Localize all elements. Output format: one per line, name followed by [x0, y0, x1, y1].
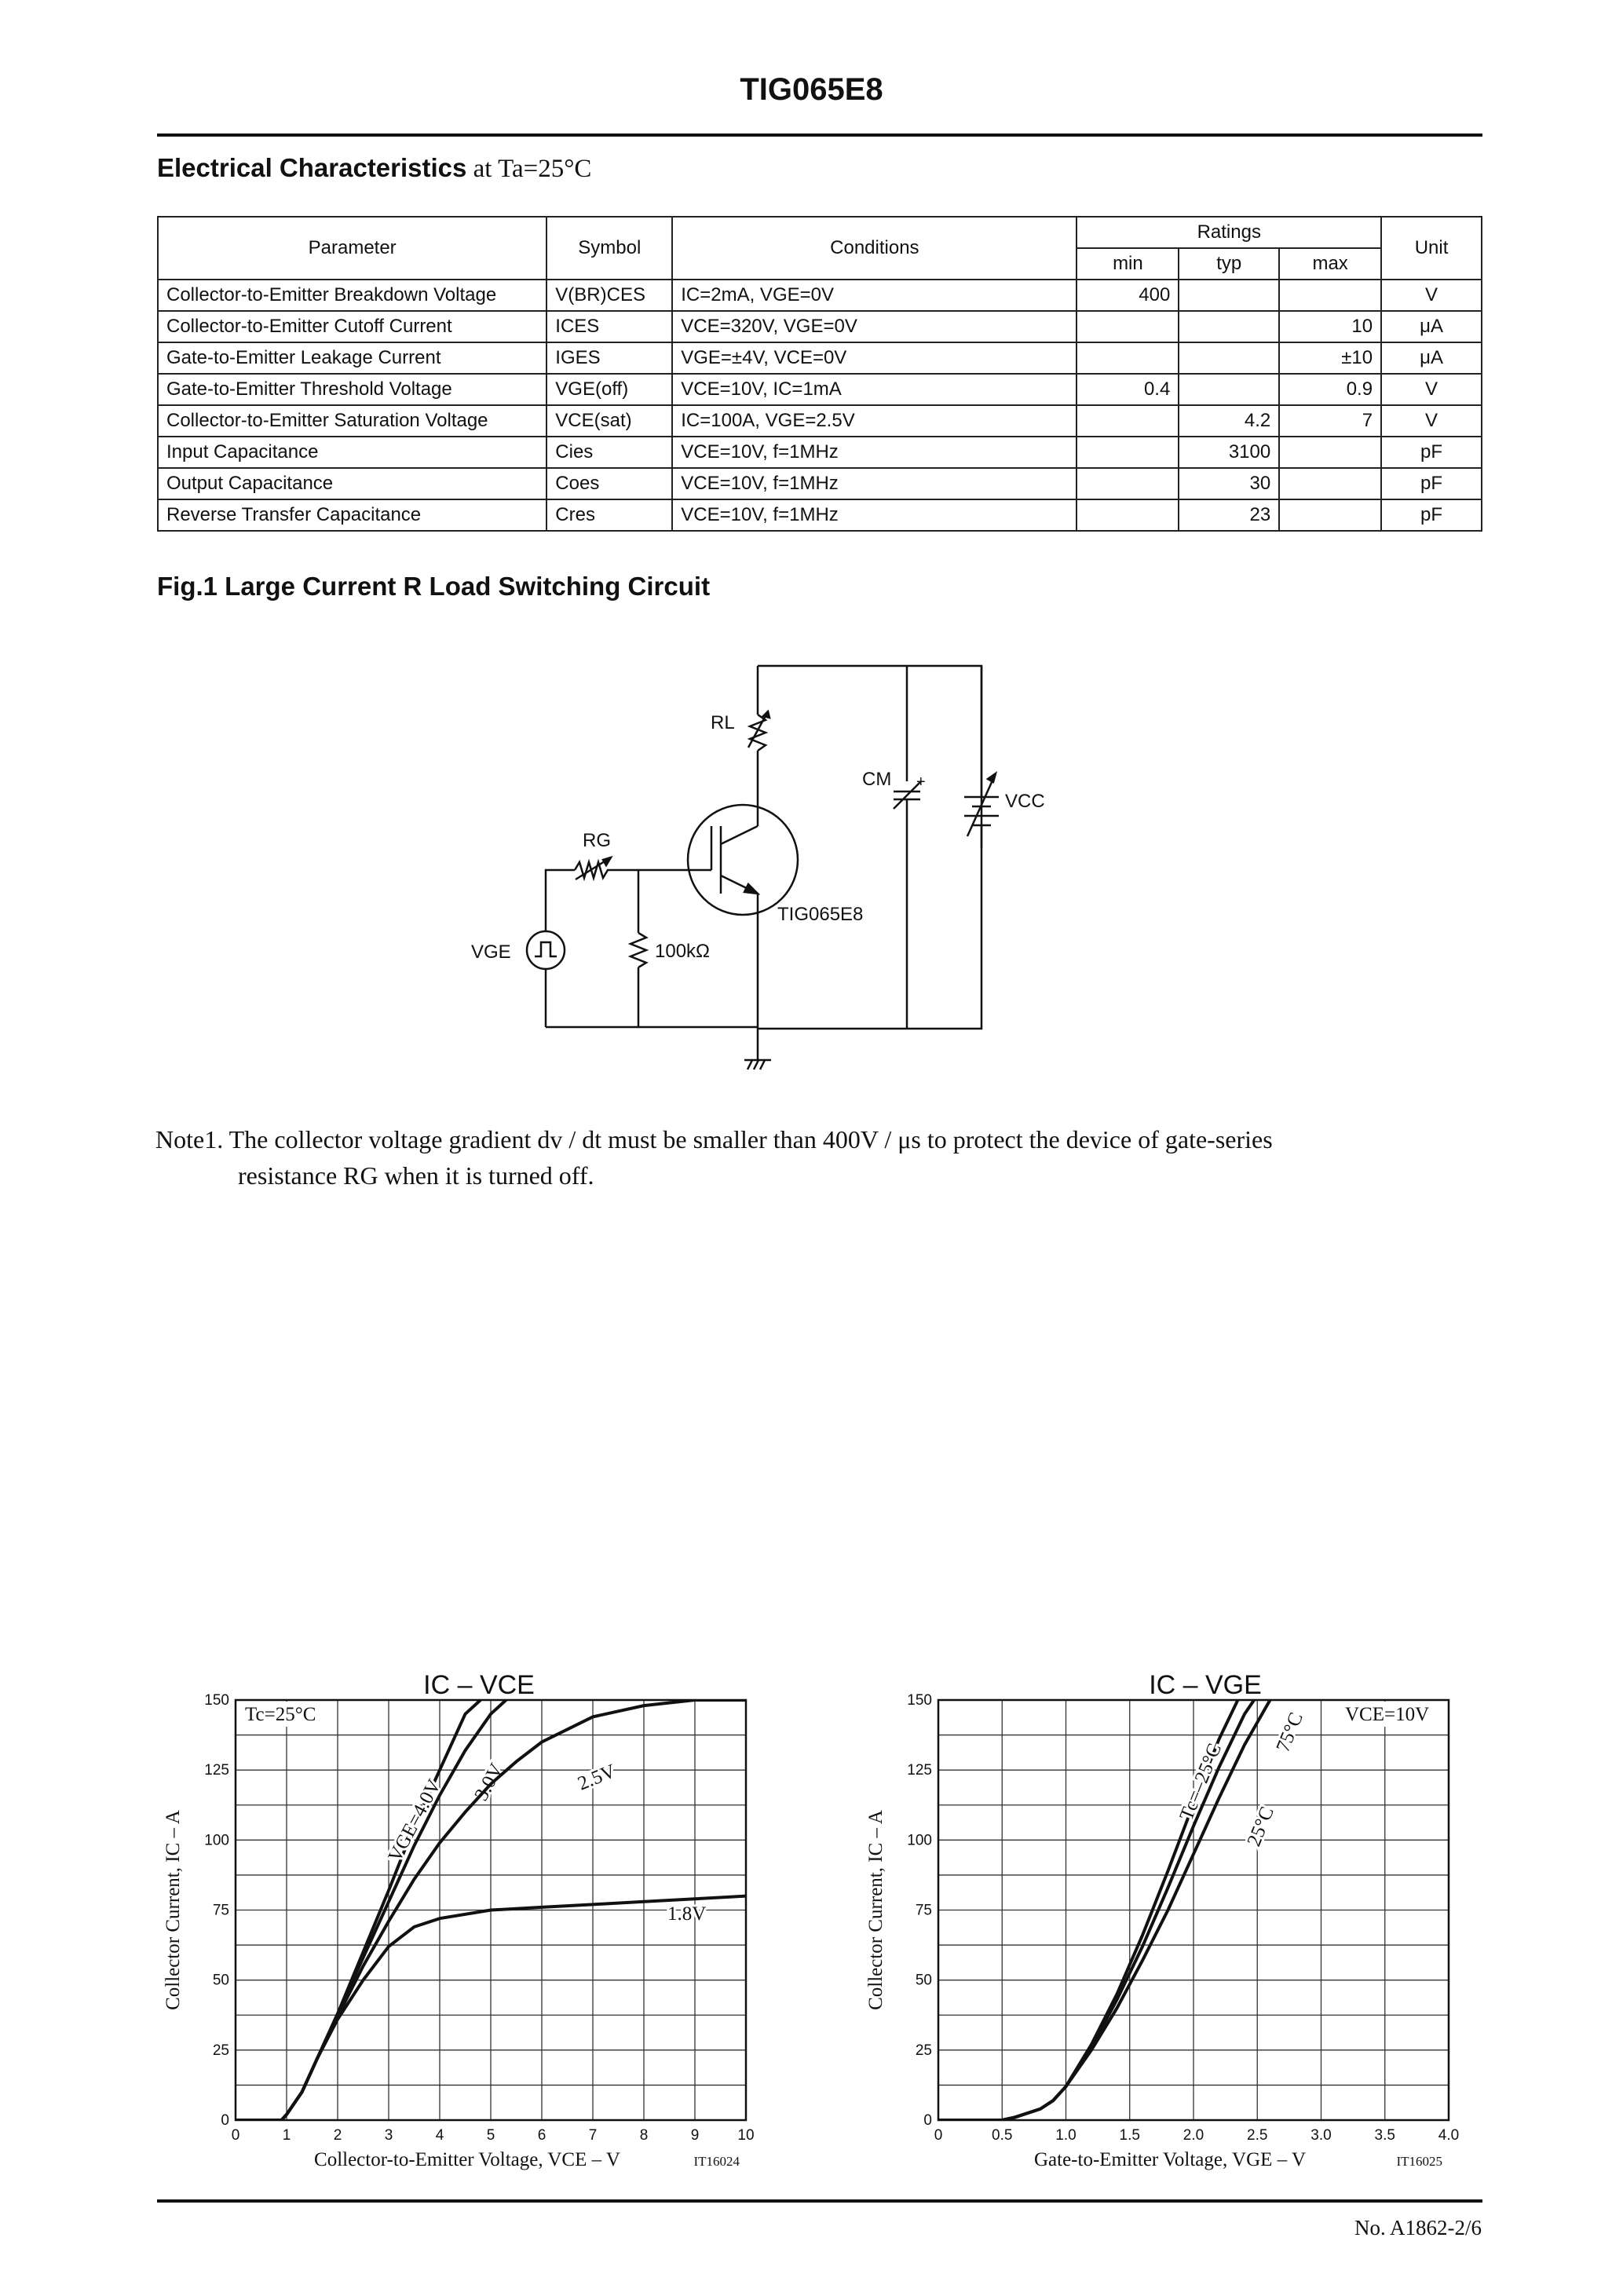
page-number: No. A1862-2/6 — [1354, 2216, 1482, 2239]
y-tick-label: 125 — [907, 1762, 932, 1779]
y-tick-label: 50 — [212, 1972, 229, 1989]
cell-conditions: VCE=10V, f=1MHz — [672, 437, 1077, 468]
x-tick-label: 7 — [588, 2127, 598, 2144]
y-tick-label: 75 — [212, 1902, 229, 1919]
cell-typ: 30 — [1179, 468, 1279, 499]
cell-min — [1077, 499, 1179, 531]
header-parameter: Parameter — [158, 217, 546, 280]
header-symbol: Symbol — [546, 217, 672, 280]
section-heading — [157, 153, 591, 184]
cell-conditions: VGE=±4V, VCE=0V — [672, 342, 1077, 374]
cell-unit: μA — [1381, 311, 1482, 342]
figure-code: IT16024 — [693, 2154, 740, 2169]
label-rl: RL — [711, 712, 735, 733]
cell-parameter: Input Capacitance — [158, 437, 546, 468]
y-axis-label: Collector Current, IC – A — [163, 1810, 184, 2010]
vcc-arrow-head — [988, 773, 996, 782]
cell-max: 0.9 — [1279, 374, 1381, 405]
x-tick-label: 1.0 — [1055, 2127, 1077, 2144]
series-label-3: 75°C — [1272, 1709, 1307, 1756]
x-tick-label: 9 — [690, 2127, 700, 2144]
label-cm-plus: + — [916, 773, 926, 791]
cell-symbol: IGES — [546, 342, 672, 374]
chart-annotation: VCE=10V — [1345, 1704, 1430, 1725]
x-tick-label: 2.0 — [1183, 2127, 1204, 2144]
x-tick-label: 0.5 — [992, 2127, 1013, 2144]
x-axis-label: Gate-to-Emitter Voltage, VGE – V — [1033, 2149, 1307, 2170]
cell-parameter: Reverse Transfer Capacitance — [158, 499, 546, 531]
cell-conditions: IC=2mA, VGE=0V — [672, 280, 1077, 311]
cell-typ: 4.2 — [1179, 405, 1279, 437]
x-tick-label: 3.0 — [1310, 2127, 1332, 2144]
cell-min — [1077, 437, 1179, 468]
header-conditions: Conditions — [672, 217, 1077, 280]
cell-parameter: Gate-to-Emitter Threshold Voltage — [158, 374, 546, 405]
series-label-3: 2.5V — [575, 1760, 619, 1795]
note-line-1: Note1. The collector voltage gradient dv / dt must be smaller than 400V / μs to protect the device of gate-series — [155, 1125, 1273, 1153]
table-row — [158, 311, 1482, 342]
cell-min — [1077, 468, 1179, 499]
cell-max — [1279, 468, 1381, 499]
cell-conditions: VCE=10V, IC=1mA — [672, 374, 1077, 405]
cell-min — [1077, 342, 1179, 374]
cell-symbol: V(BR)CES — [546, 280, 672, 311]
rl-arrow-head — [763, 711, 769, 718]
chart-ic-vge — [852, 1661, 1480, 2179]
series-label-2: 3.0V — [470, 1760, 508, 1804]
cell-parameter: Collector-to-Emitter Saturation Voltage — [158, 405, 546, 437]
header-rule — [157, 133, 1482, 137]
header-max: max — [1279, 248, 1381, 280]
footer-rule — [157, 2199, 1482, 2203]
x-tick-label: 4 — [435, 2127, 444, 2144]
igbt-collector-line — [721, 826, 758, 844]
cell-symbol: VGE(off) — [546, 374, 672, 405]
label-device: TIG065E8 — [777, 904, 864, 925]
cell-min: 0.4 — [1077, 374, 1179, 405]
x-tick-label: 0 — [934, 2127, 943, 2144]
cell-unit: V — [1381, 374, 1482, 405]
figure1-heading: Fig.1 Large Current R Load Switching Circuit — [157, 572, 711, 601]
cell-symbol: Cres — [546, 499, 672, 531]
series-label-1: Tc=–25°C — [1175, 1740, 1226, 1824]
figure-code: IT16025 — [1396, 2154, 1442, 2169]
r100k-resistor — [631, 933, 646, 967]
igbt-emitter-arrow — [744, 884, 758, 894]
cell-unit: V — [1381, 405, 1482, 437]
cell-max: 10 — [1279, 311, 1381, 342]
label-vge: VGE — [471, 941, 511, 963]
x-tick-label: 2 — [333, 2127, 342, 2144]
cell-max — [1279, 437, 1381, 468]
y-tick-label: 125 — [204, 1762, 229, 1779]
x-tick-label: 10 — [737, 2127, 755, 2144]
cell-unit: pF — [1381, 437, 1482, 468]
chart-title: IC – VGE — [1149, 1670, 1262, 1700]
cell-max — [1279, 280, 1381, 311]
series-line-3 — [938, 1677, 1289, 2120]
x-tick-label: 2.5 — [1247, 2127, 1268, 2144]
vcc-loop-wire — [758, 666, 981, 1029]
note-line-2: resistance RG when it is turned off. — [238, 1161, 594, 1190]
table-row — [158, 342, 1482, 374]
cell-conditions: VCE=10V, f=1MHz — [672, 468, 1077, 499]
cell-typ — [1179, 342, 1279, 374]
cell-min: 400 — [1077, 280, 1179, 311]
series-line-1 — [938, 1686, 1245, 2120]
cell-max — [1279, 499, 1381, 531]
electrical-characteristics-table — [157, 216, 1482, 532]
x-tick-label: 8 — [639, 2127, 649, 2144]
x-tick-label: 6 — [537, 2127, 546, 2144]
header-ratings: Ratings — [1077, 217, 1381, 248]
ground-hatch-2 — [754, 1060, 758, 1069]
label-cm: CM — [862, 769, 892, 790]
header-typ: typ — [1179, 248, 1279, 280]
series-label-1: VGE=4.0V — [384, 1775, 446, 1866]
cell-conditions: VCE=320V, VGE=0V — [672, 311, 1077, 342]
x-tick-label: 3 — [384, 2127, 393, 2144]
y-tick-label: 75 — [915, 1902, 932, 1919]
x-tick-label: 1.5 — [1119, 2127, 1140, 2144]
chart-ic-vce-container — [149, 1661, 777, 2183]
cell-unit: pF — [1381, 468, 1482, 499]
cell-max: 7 — [1279, 405, 1381, 437]
cell-symbol: Coes — [546, 468, 672, 499]
cell-conditions: VCE=10V, f=1MHz — [672, 499, 1077, 531]
cell-max: ±10 — [1279, 342, 1381, 374]
y-axis-label: Collector Current, IC – A — [865, 1810, 886, 2010]
table-row — [158, 468, 1482, 499]
cell-parameter: Collector-to-Emitter Cutoff Current — [158, 311, 546, 342]
page-title: TIG065E8 — [740, 72, 883, 107]
x-tick-label: 0 — [231, 2127, 240, 2144]
x-tick-label: 4.0 — [1438, 2127, 1460, 2144]
y-tick-label: 150 — [204, 1692, 229, 1709]
cell-typ — [1179, 374, 1279, 405]
cell-symbol: ICES — [546, 311, 672, 342]
rg-arrow-head — [603, 857, 611, 865]
table-row — [158, 437, 1482, 468]
header-min: min — [1077, 248, 1179, 280]
section-heading-condition: at Ta=25°C — [466, 155, 592, 183]
cell-symbol: Cies — [546, 437, 672, 468]
cell-parameter: Output Capacitance — [158, 468, 546, 499]
table-row — [158, 374, 1482, 405]
chart-ic-vce — [149, 1661, 777, 2179]
cell-typ: 23 — [1179, 499, 1279, 531]
cell-min — [1077, 311, 1179, 342]
section-heading-bold: Electrical Characteristics — [157, 153, 467, 182]
header-unit: Unit — [1381, 217, 1482, 280]
cell-typ — [1179, 280, 1279, 311]
label-vcc: VCC — [1005, 791, 1045, 812]
x-tick-label: 1 — [282, 2127, 291, 2144]
table-row — [158, 280, 1482, 311]
cell-parameter: Gate-to-Emitter Leakage Current — [158, 342, 546, 374]
vge-source-circle — [527, 931, 565, 969]
igbt-circle — [688, 805, 798, 915]
y-tick-label: 50 — [915, 1972, 932, 1989]
cell-unit: μA — [1381, 342, 1482, 374]
y-tick-label: 25 — [915, 2042, 932, 2059]
cell-parameter: Collector-to-Emitter Breakdown Voltage — [158, 280, 546, 311]
chart-title: IC – VCE — [423, 1670, 535, 1700]
table-row — [158, 499, 1482, 531]
chart-ic-vge-container — [852, 1661, 1480, 2183]
label-rg: RG — [583, 830, 611, 851]
y-tick-label: 25 — [212, 2042, 229, 2059]
note-paragraph — [155, 1121, 1490, 1194]
cell-unit: pF — [1381, 499, 1482, 531]
x-tick-label: 3.5 — [1374, 2127, 1395, 2144]
switching-circuit-diagram — [440, 644, 1084, 1084]
cell-typ — [1179, 311, 1279, 342]
label-100k: 100kΩ — [655, 941, 710, 962]
y-tick-label: 100 — [907, 1832, 932, 1849]
y-tick-label: 0 — [221, 2112, 229, 2129]
series-label-2: 25°C — [1243, 1804, 1278, 1850]
table-row — [158, 405, 1482, 437]
series-label-4: 1.8V — [667, 1903, 707, 1925]
ground-hatch-3 — [760, 1060, 765, 1069]
table-body — [158, 280, 1482, 531]
cell-unit: V — [1381, 280, 1482, 311]
y-tick-label: 100 — [204, 1832, 229, 1849]
cell-typ: 3100 — [1179, 437, 1279, 468]
y-tick-label: 150 — [907, 1692, 932, 1709]
cell-min — [1077, 405, 1179, 437]
ground-hatch-1 — [748, 1060, 752, 1069]
cell-conditions: IC=100A, VGE=2.5V — [672, 405, 1077, 437]
cell-symbol: VCE(sat) — [546, 405, 672, 437]
x-axis-label: Collector-to-Emitter Voltage, VCE – V — [314, 2149, 620, 2170]
chart-annotation: Tc=25°C — [245, 1704, 316, 1725]
y-tick-label: 0 — [923, 2112, 932, 2129]
x-tick-label: 5 — [486, 2127, 495, 2144]
